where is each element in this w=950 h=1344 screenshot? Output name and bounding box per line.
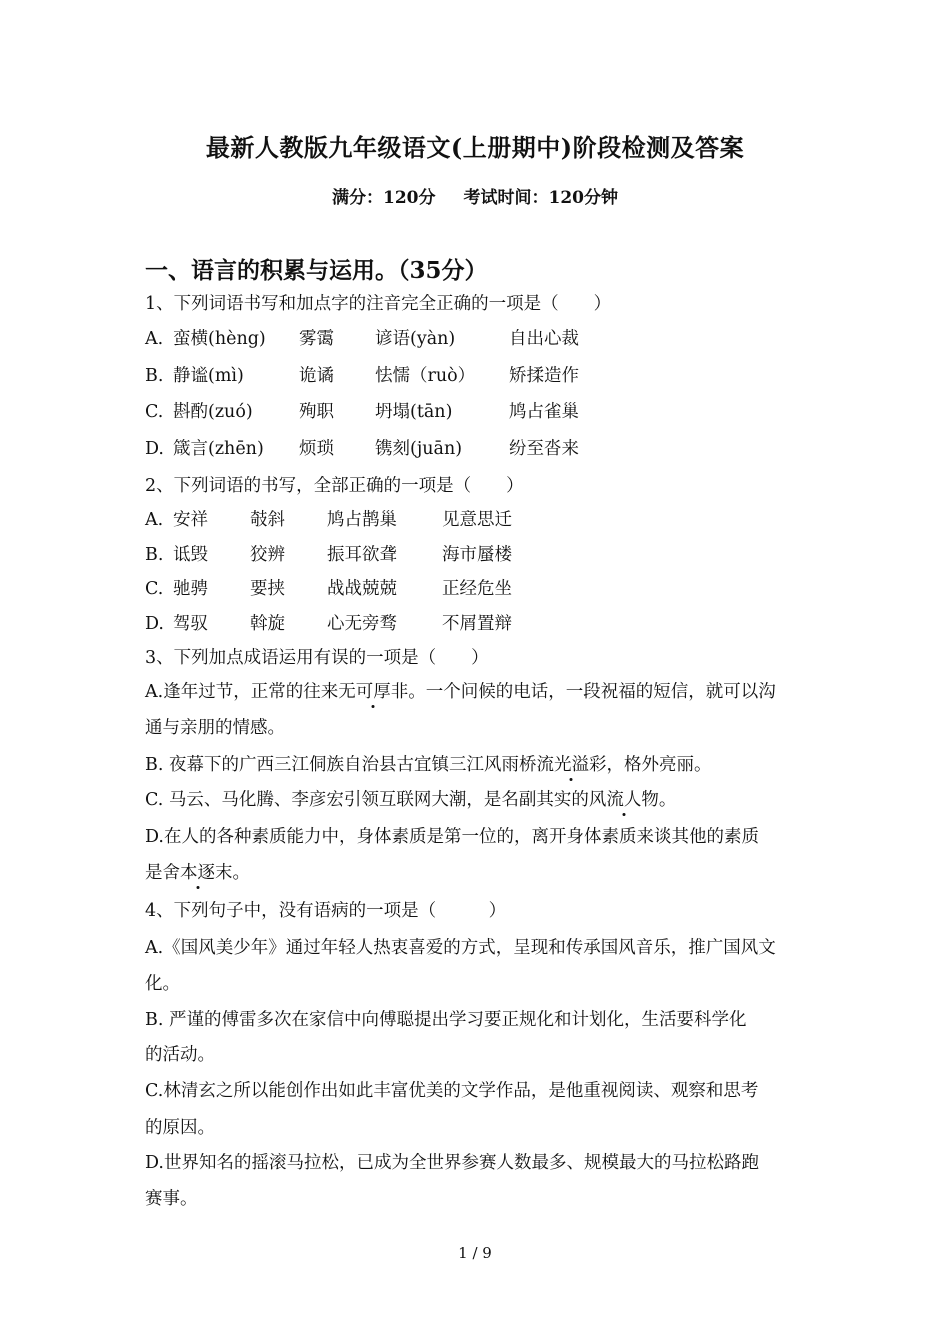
document-title: 最新人教版九年级语文(上册期中)阶段检测及答案 xyxy=(205,133,745,162)
question-2-option-c: C. 驰骋 要挟 战战兢兢 正经危坐 xyxy=(145,579,512,599)
question-3-option-a: A.逢年过节，正常的往来无可厚非。一个问候的电话，一段祝福的短信，就可以沟 xyxy=(145,682,776,702)
question-3-option-a-cont: 通与亲朋的情感。 xyxy=(145,718,285,738)
question-2-option-b: B. 诋毁 狡辨 振耳欲聋 海市蜃楼 xyxy=(145,545,512,565)
question-4-option-d: D.世界知名的摇滚马拉松，已成为全世界参赛人数最多、规模最大的马拉松路跑 xyxy=(145,1153,759,1173)
question-4-stem: 4、下列句子中，没有语病的一项是（ ） xyxy=(145,901,507,921)
question-1-option-c: C. 斟酌(zuó) 殉职 坍塌(tān) 鸠占雀巢 xyxy=(145,402,579,422)
question-4-option-c-cont: 的原因。 xyxy=(145,1118,215,1138)
question-1-option-a: A. 蛮横(hèng) 雾霭 谚语(yàn) 自出心裁 xyxy=(145,329,579,349)
question-2-stem: 2、下列词语的书写，全部正确的一项是（ ） xyxy=(145,476,524,496)
question-2-option-a: A. 安祥 攲斜 鸠占鹊巢 见意思迁 xyxy=(145,510,512,530)
question-4-option-c: C.林清玄之所以能创作出如此丰富优美的文学作品，是他重视阅读、观察和思考 xyxy=(145,1081,759,1101)
dotted-idiom: 风流人物 xyxy=(588,790,659,810)
question-3-option-c: C. 马云、马化腾、李彦宏引领互联网大潮，是名副其实的风流人物。 xyxy=(145,790,677,810)
question-4-option-a: A.《国风美少年》通过年轻人热衷喜爱的方式，呈现和传承国风音乐，推广国风文 xyxy=(145,938,776,958)
dotted-idiom: 无可厚非 xyxy=(338,682,409,702)
section-title: 一、语言的积累与运用。（35分） xyxy=(145,257,488,284)
exam-time: 考试时间：120分钟 xyxy=(463,188,618,208)
question-1-option-d: D. 箴言(zhēn) 烦琐 镌刻(juān) 纷至沓来 xyxy=(145,439,579,459)
page-number: 1 / 9 xyxy=(458,1244,492,1262)
question-2-option-d: D. 驾驭 斡旋 心无旁骛 不屑置辩 xyxy=(145,614,512,634)
question-4-option-b: B. 严谨的傅雷多次在家信中向傅聪提出学习要正规化和计划化，生活要科学化 xyxy=(145,1010,747,1030)
question-3-option-d: D.在人的各种素质能力中，身体素质是第一位的，离开身体素质来谈其他的素质 xyxy=(145,827,759,847)
question-4-option-b-cont: 的活动。 xyxy=(145,1045,215,1065)
question-4-option-d-cont: 赛事。 xyxy=(145,1189,198,1209)
full-score: 满分：120分 xyxy=(332,188,436,208)
dotted-idiom: 流光溢彩 xyxy=(536,755,607,775)
question-1-option-b: B. 静谧(mì) 诡谲 怯懦（ruò） 矫揉造作 xyxy=(145,366,579,386)
question-3-stem: 3、下列加点成语运用有误的一项是（ ） xyxy=(145,648,489,668)
exam-info xyxy=(0,183,950,208)
question-1-stem: 1、下列词语书写和加点字的注音完全正确的一项是（ ） xyxy=(145,294,612,314)
question-3-option-d-cont: 是舍本逐末。 xyxy=(145,863,250,883)
dotted-idiom: 舍本逐末 xyxy=(162,863,233,883)
question-3-option-b: B. 夜幕下的广西三江侗族自治县古宜镇三江风雨桥流光溢彩，格外亮丽。 xyxy=(145,755,712,775)
question-4-option-a-cont: 化。 xyxy=(145,974,180,994)
